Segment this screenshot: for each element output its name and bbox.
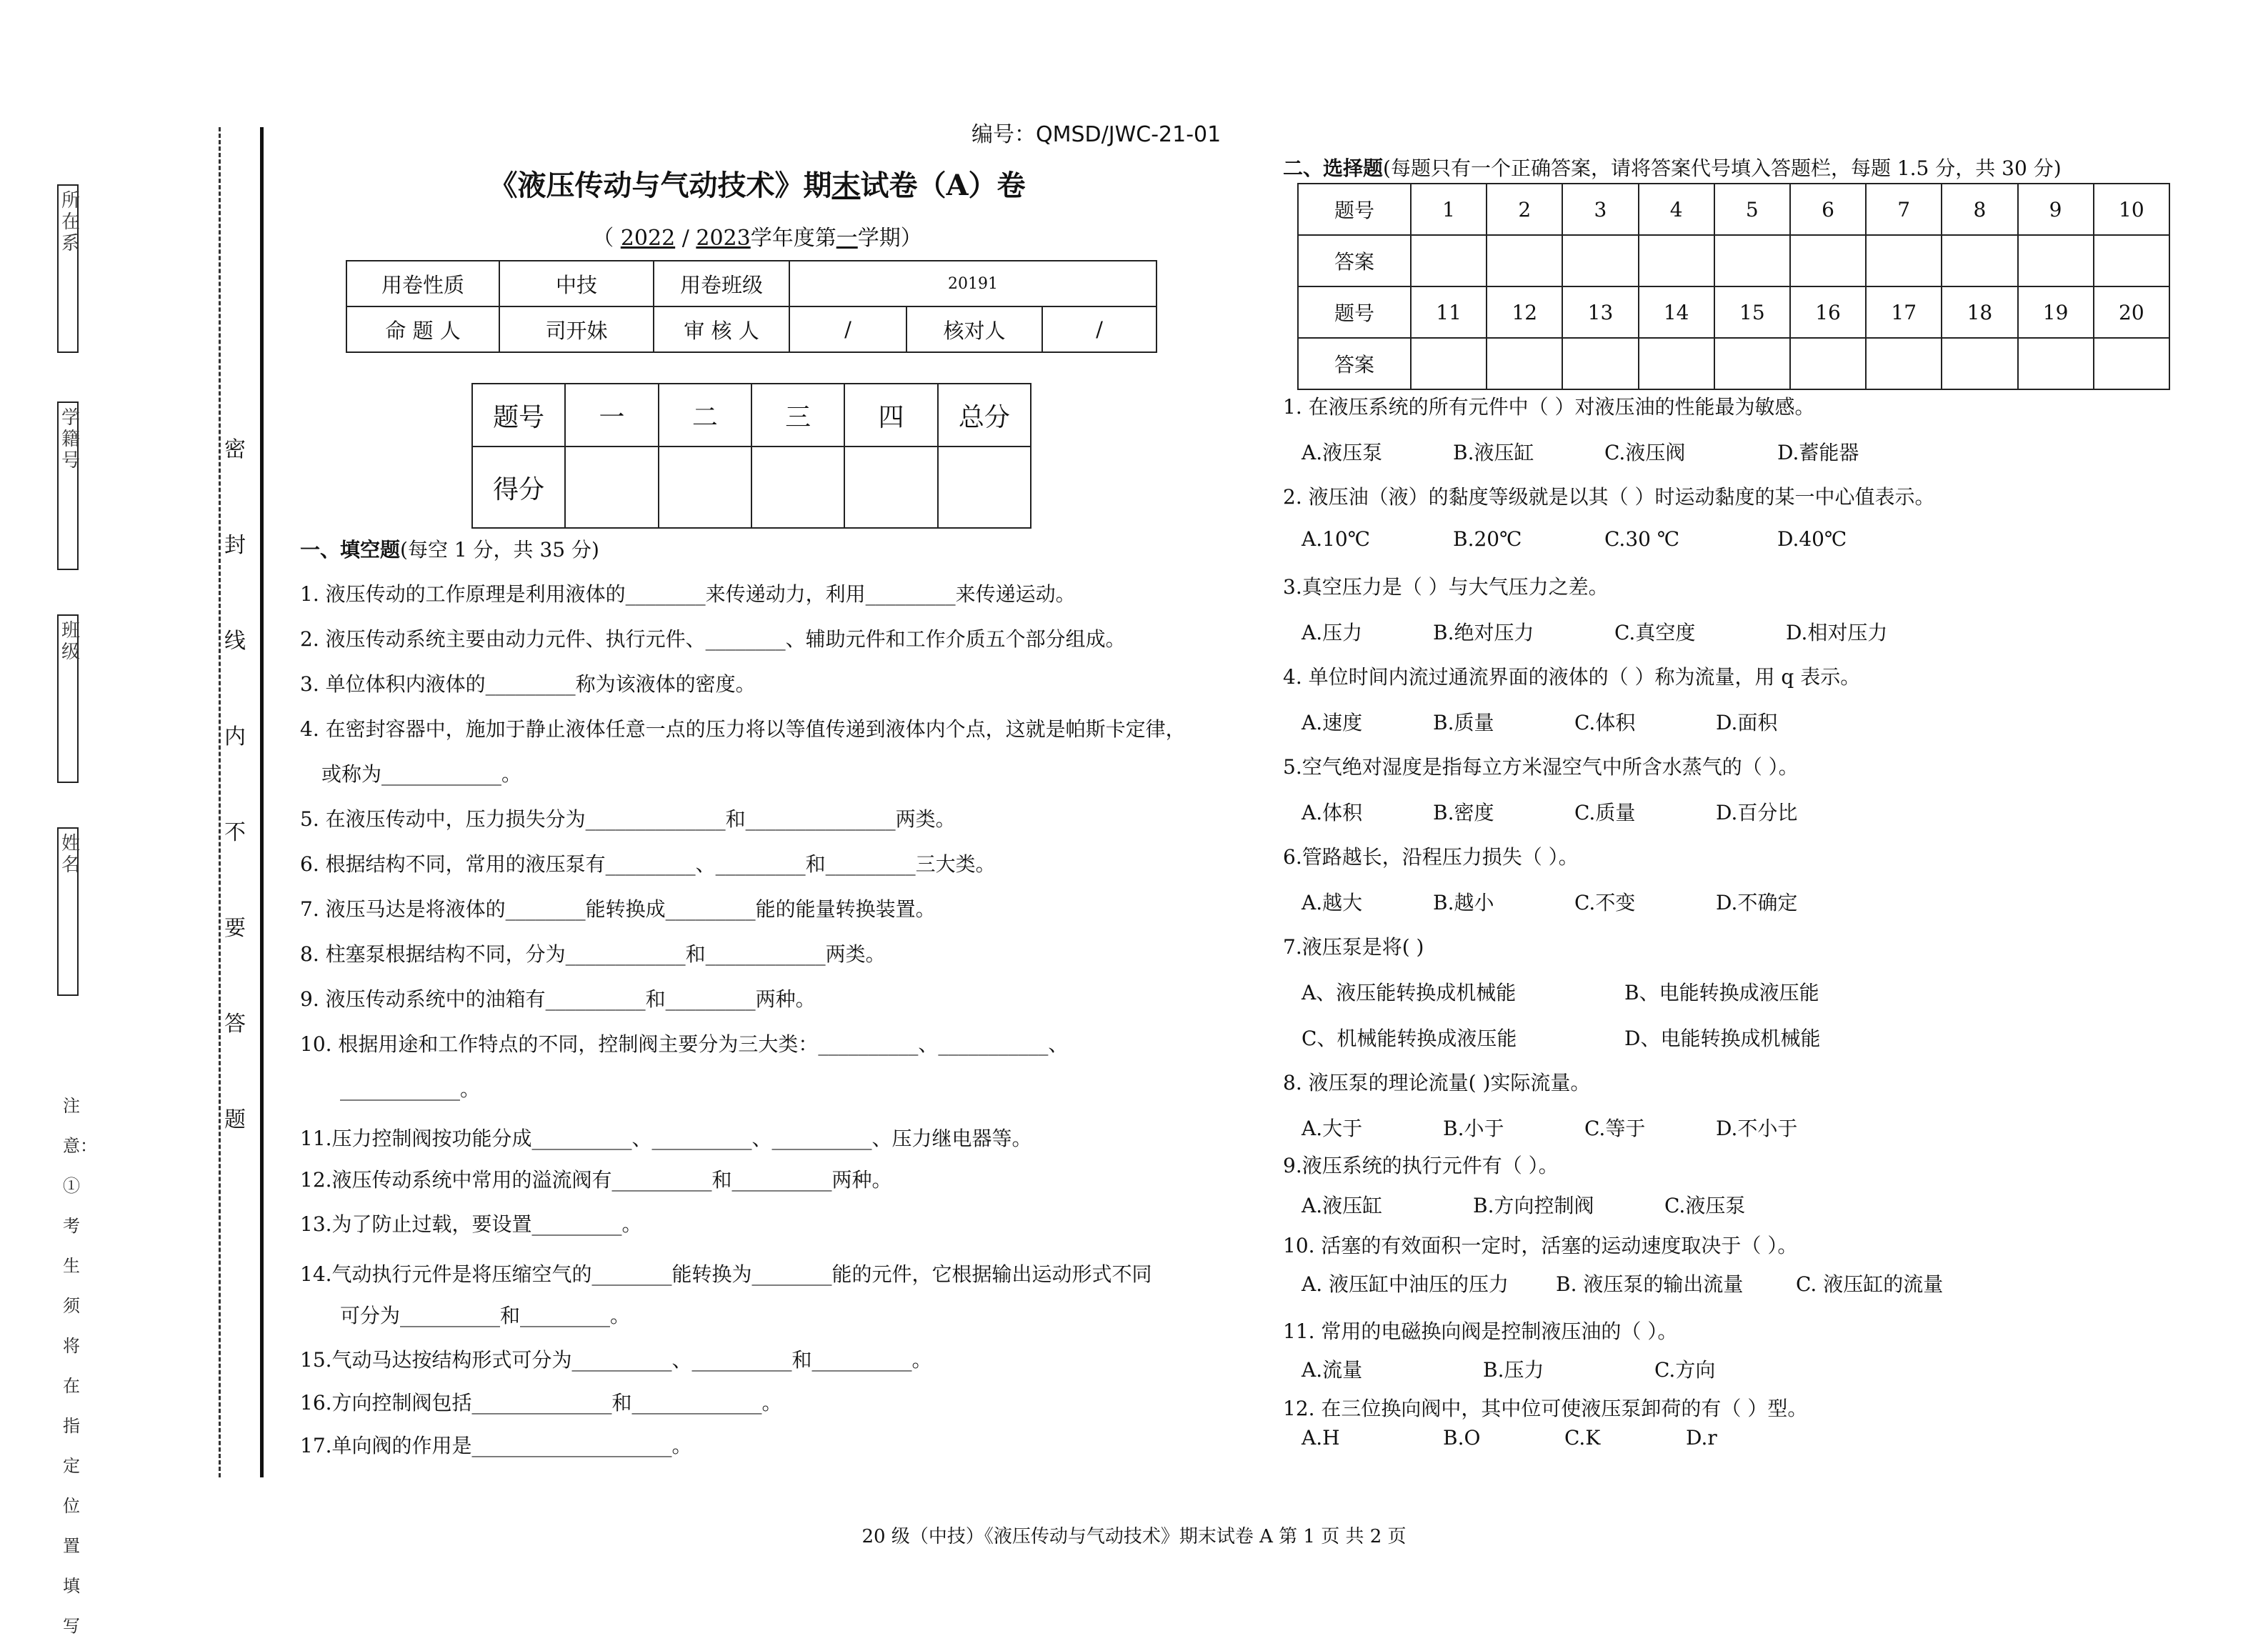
- answer-cell[interactable]: [1942, 338, 2017, 389]
- choice-option[interactable]: B.压力: [1483, 1358, 1544, 1382]
- score-row-label: 得分: [472, 447, 565, 528]
- answer-cell[interactable]: [1714, 235, 1790, 286]
- exam-info-table: [346, 260, 1157, 353]
- class-box[interactable]: [57, 614, 79, 783]
- choice-question: 1. 在液压系统的所有元件中（ ）对液压油的性能最为敏感。: [1283, 395, 1815, 419]
- title-pre: 《液压传动与气动技术》期: [489, 169, 832, 202]
- section1-heading: [300, 534, 599, 563]
- choice-option[interactable]: C.等于: [1584, 1117, 1646, 1140]
- name-box[interactable]: [57, 827, 79, 996]
- choice-question: 11. 常用的电磁换向阀是控制液压油的（ ）。: [1283, 1320, 1678, 1343]
- choice-option[interactable]: C.不变: [1574, 891, 1636, 914]
- seal-char: 不: [224, 820, 246, 845]
- exam-title: [271, 163, 1243, 204]
- choice-option[interactable]: D.百分比: [1716, 801, 1798, 824]
- score-table: [471, 383, 1031, 529]
- fill-question: 10. 根据用途和工作特点的不同，控制阀主要分为三大类：__________、___________、: [300, 1032, 1069, 1056]
- choice-option[interactable]: B. 液压泵的输出流量: [1556, 1272, 1744, 1296]
- choice-option[interactable]: A.H: [1302, 1426, 1340, 1450]
- score-head: 二: [659, 384, 751, 447]
- question-number: 1: [1411, 184, 1487, 235]
- choice-option[interactable]: C.液压阀: [1604, 441, 1686, 464]
- question-number: 16: [1790, 286, 1866, 338]
- answer-cell[interactable]: [1790, 235, 1866, 286]
- choice-option[interactable]: A.液压缸: [1302, 1194, 1383, 1217]
- answer-cell[interactable]: [1790, 338, 1866, 389]
- choice-option[interactable]: D.40℃: [1777, 527, 1847, 551]
- choice-option[interactable]: A. 液压缸中油压的压力: [1302, 1272, 1509, 1296]
- question-number: 6: [1790, 184, 1866, 235]
- title-term: 末: [831, 169, 861, 202]
- answer-cell[interactable]: [1639, 338, 1714, 389]
- info-cell: 中技: [499, 261, 654, 306]
- choice-option[interactable]: B.密度: [1433, 801, 1494, 824]
- answer-grid: [1297, 183, 2170, 390]
- section2-title: 二、选择题: [1283, 156, 1384, 180]
- choice-option[interactable]: C.K: [1564, 1426, 1601, 1450]
- section1-title: 一、填空题: [300, 538, 401, 562]
- fill-question: 12.液压传动系统中常用的溢流阀有__________和__________两种。: [300, 1168, 892, 1192]
- answer-cell[interactable]: [1487, 338, 1562, 389]
- question-number: 15: [1714, 286, 1790, 338]
- section2-desc: (每题只有一个正确答案，请将答案代号填入答题栏，每题 1.5 分，共 30 分): [1383, 156, 2062, 180]
- choice-question: 12. 在三位换向阀中，其中位可使液压泵卸荷的有（ ）型。: [1283, 1397, 1808, 1420]
- question-number: 4: [1639, 184, 1714, 235]
- answer-cell[interactable]: [1866, 235, 1942, 286]
- choice-option[interactable]: B.O: [1443, 1426, 1481, 1450]
- choice-option[interactable]: D.蓄能器: [1777, 441, 1859, 464]
- choice-option[interactable]: B、电能转换成液压能: [1624, 981, 1819, 1004]
- dept-box[interactable]: [57, 184, 79, 353]
- title-post: 试卷（A）卷: [860, 169, 1026, 202]
- fill-question: 或称为____________。: [321, 762, 522, 786]
- choice-option[interactable]: A、液压能转换成机械能: [1302, 981, 1517, 1004]
- semester-number: 一: [836, 226, 858, 251]
- answer-cell[interactable]: [2018, 235, 2094, 286]
- fill-question: 17.单向阀的作用是____________________。: [300, 1434, 692, 1457]
- fill-question: 8. 柱塞泵根据结构不同，分为____________和____________两类。: [300, 942, 886, 966]
- score-cell[interactable]: [751, 447, 844, 528]
- question-number: 19: [2018, 286, 2094, 338]
- choice-question: 8. 液压泵的理论流量( )实际流量。: [1283, 1071, 1591, 1094]
- fill-question: 13.为了防止过载，要设置_________。: [300, 1212, 642, 1236]
- choice-question: 6.管路越长，沿程压力损失（ ）。: [1283, 845, 1579, 869]
- score-head: 总分: [938, 384, 1031, 447]
- question-number: 14: [1639, 286, 1714, 338]
- answer-grid-label: 题号: [1298, 184, 1411, 235]
- choice-question: 3.真空压力是（ ）与大气压力之差。: [1283, 575, 1609, 599]
- choice-option[interactable]: C.体积: [1574, 711, 1636, 734]
- choice-option[interactable]: A.压力: [1302, 621, 1363, 644]
- choice-option[interactable]: A.大于: [1302, 1117, 1363, 1140]
- choice-option[interactable]: D.不确定: [1716, 891, 1798, 914]
- answer-cell[interactable]: [1562, 338, 1638, 389]
- score-head: 题号: [472, 384, 565, 447]
- choice-option[interactable]: B.20℃: [1453, 527, 1522, 551]
- fill-question: 7. 液压马达是将液体的________能转换成_________能的能量转换装置。: [300, 897, 936, 921]
- seal-char: 线: [224, 629, 246, 654]
- answer-grid-label: 答案: [1298, 235, 1411, 286]
- seal-char: 答: [224, 1012, 246, 1037]
- choice-option[interactable]: C.方向: [1654, 1358, 1716, 1382]
- score-head: 四: [844, 384, 937, 447]
- question-number: 5: [1714, 184, 1790, 235]
- info-cell: 命 题 人: [346, 306, 499, 352]
- seal-solid-line: [260, 127, 264, 1477]
- fill-question: 15.气动马达按结构形式可分为__________、__________和__________。: [300, 1348, 932, 1372]
- choice-question: 4. 单位时间内流过通流界面的液体的（ ）称为流量，用 q 表示。: [1283, 665, 1861, 689]
- fill-question: 14.气动执行元件是将压缩空气的________能转换为________能的元件，它根据输出运动形式不同: [300, 1262, 1152, 1286]
- exam-note: 注意：①考生须将在指定位置填写: [63, 1096, 97, 1636]
- question-number: 17: [1866, 286, 1942, 338]
- fill-question: 5. 在液压传动中，压力损失分为______________和_______________两类。: [300, 807, 956, 831]
- answer-cell[interactable]: [1714, 338, 1790, 389]
- fill-question: ____________。: [340, 1077, 481, 1101]
- score-head: 三: [751, 384, 844, 447]
- answer-cell[interactable]: [1866, 338, 1942, 389]
- choice-option[interactable]: A.速度: [1302, 711, 1363, 734]
- info-cell: 用卷班级: [654, 261, 789, 306]
- score-cell[interactable]: [938, 447, 1031, 528]
- dept-label: 所在系: [61, 190, 81, 254]
- choice-question: 7.液压泵是将( ): [1283, 935, 1424, 959]
- info-cell: 核对人: [906, 306, 1042, 352]
- question-number: 2: [1487, 184, 1562, 235]
- answer-cell[interactable]: [2094, 235, 2169, 286]
- question-number: 18: [1942, 286, 2017, 338]
- answer-cell[interactable]: [1487, 235, 1562, 286]
- seal-char: 题: [224, 1107, 246, 1132]
- answer-cell[interactable]: [2094, 338, 2169, 389]
- choice-option[interactable]: D.r: [1686, 1426, 1717, 1450]
- fill-question: 11.压力控制阀按功能分成__________、__________、__________、压力继电器等。: [300, 1127, 1032, 1150]
- question-number: 3: [1562, 184, 1638, 235]
- school-year: （ 2022 / 2023学年度第一学期）: [592, 226, 922, 251]
- score-cell[interactable]: [565, 447, 658, 528]
- fill-question: 9. 液压传动系统中的油箱有__________和_________两种。: [300, 987, 816, 1011]
- answer-cell[interactable]: [1639, 235, 1714, 286]
- score-cell[interactable]: [659, 447, 751, 528]
- fill-question: 16.方向控制阀包括______________和_____________。: [300, 1391, 782, 1415]
- question-number: 13: [1562, 286, 1638, 338]
- choice-option[interactable]: D、电能转换成机械能: [1624, 1027, 1821, 1050]
- score-head: 一: [565, 384, 658, 447]
- choice-option[interactable]: D.相对压力: [1786, 621, 1888, 644]
- choice-option[interactable]: C.质量: [1574, 801, 1636, 824]
- year-start: 2022: [620, 226, 676, 251]
- choice-option[interactable]: A.流量: [1302, 1358, 1363, 1382]
- choice-question: 5.空气绝对湿度是指每立方米湿空气中所含水蒸气的（ ）。: [1283, 755, 1799, 779]
- question-number: 9: [2018, 184, 2094, 235]
- answer-grid-label: 题号: [1298, 286, 1411, 338]
- class-label: 班级: [61, 620, 81, 663]
- question-number: 12: [1487, 286, 1562, 338]
- choice-question: 9.液压系统的执行元件有（ ）。: [1283, 1154, 1559, 1177]
- choice-option[interactable]: B.越小: [1433, 891, 1494, 914]
- subtitle-close: 学期）: [857, 226, 922, 251]
- choice-option[interactable]: A.液压泵: [1302, 441, 1383, 464]
- student-id-label: 学籍号: [61, 407, 81, 472]
- choice-option[interactable]: B.绝对压力: [1433, 621, 1534, 644]
- choice-option[interactable]: A.体积: [1302, 801, 1363, 824]
- answer-cell[interactable]: [2018, 338, 2094, 389]
- answer-grid-label: 答案: [1298, 338, 1411, 389]
- fill-question: 6. 根据结构不同，常用的液压泵有_________、_________和_________三大类。: [300, 852, 996, 876]
- fill-question: 可分为__________和_________。: [340, 1304, 631, 1327]
- seal-char: 封: [224, 533, 246, 558]
- year-end: 2023: [696, 226, 751, 251]
- choice-option[interactable]: D.面积: [1716, 711, 1778, 734]
- answer-cell[interactable]: [1562, 235, 1638, 286]
- question-number: 8: [1942, 184, 2017, 235]
- choice-question: 2. 液压油（液）的黏度等级就是以其（ ）时运动黏度的某一中心值表示。: [1283, 485, 1935, 509]
- choice-option[interactable]: B.小于: [1443, 1117, 1504, 1140]
- answer-cell[interactable]: [1411, 235, 1487, 286]
- choice-option[interactable]: D.不小于: [1716, 1117, 1798, 1140]
- subtitle-mid: 学年度第: [750, 226, 836, 251]
- choice-option[interactable]: A.越大: [1302, 891, 1363, 914]
- fill-question: 1. 液压传动的工作原理是利用液体的________来传递动力，利用_________来传递运动。: [300, 582, 1076, 606]
- question-number: 20: [2094, 286, 2169, 338]
- choice-option[interactable]: C.真空度: [1614, 621, 1696, 644]
- choice-option[interactable]: C.液压泵: [1664, 1194, 1746, 1217]
- info-cell: /: [1042, 306, 1157, 352]
- score-cell[interactable]: [844, 447, 937, 528]
- document-code: 编号：QMSD/JWC-21-01: [971, 122, 1222, 147]
- choice-option[interactable]: C.30 ℃: [1604, 527, 1680, 551]
- fill-question: 3. 单位体积内液体的_________称为该液体的密度。: [300, 672, 756, 696]
- fill-question: 2. 液压传动系统主要由动力元件、执行元件、________、辅助元件和工作介质五个部分组成。: [300, 627, 1126, 651]
- info-cell: 司开妹: [499, 306, 654, 352]
- choice-option[interactable]: A.10℃: [1302, 527, 1371, 551]
- choice-question: 10. 活塞的有效面积一定时，活塞的运动速度取决于（ ）。: [1283, 1234, 1798, 1257]
- name-label: 姓名: [61, 833, 81, 876]
- choice-option[interactable]: B.方向控制阀: [1473, 1194, 1594, 1217]
- info-cell: /: [789, 306, 906, 352]
- answer-cell[interactable]: [1411, 338, 1487, 389]
- question-number: 7: [1866, 184, 1942, 235]
- section1-desc: (每空 1 分，共 35 分): [400, 538, 599, 562]
- seal-char: 内: [224, 724, 246, 749]
- section2-heading: [1283, 153, 2062, 181]
- choice-option[interactable]: C. 液压缸的流量: [1796, 1272, 1944, 1296]
- seal-char: 要: [224, 916, 246, 941]
- page-footer: 20 级（中技）《液压传动与气动技术》期末试卷 A 第 1 页 共 2 页: [861, 1526, 1407, 1547]
- subtitle-open: （: [592, 226, 614, 251]
- choice-option[interactable]: B.质量: [1433, 711, 1494, 734]
- student-id-box[interactable]: [57, 401, 79, 570]
- info-cell: 用卷性质: [346, 261, 499, 306]
- question-number: 10: [2094, 184, 2169, 235]
- answer-cell[interactable]: [1942, 235, 2017, 286]
- seal-dashed-line: [219, 127, 221, 1477]
- info-cell: 20191: [789, 261, 1157, 306]
- question-number: 11: [1411, 286, 1487, 338]
- choice-option[interactable]: C、机械能转换成液压能: [1302, 1027, 1517, 1050]
- choice-option[interactable]: B.液压缸: [1453, 441, 1534, 464]
- info-cell: 审 核 人: [654, 306, 789, 352]
- seal-char: 密: [224, 437, 246, 462]
- fill-question: 4. 在密封容器中，施加于静止液体任意一点的压力将以等值传递到液体内个点，这就是帕斯卡定律，: [300, 717, 1186, 741]
